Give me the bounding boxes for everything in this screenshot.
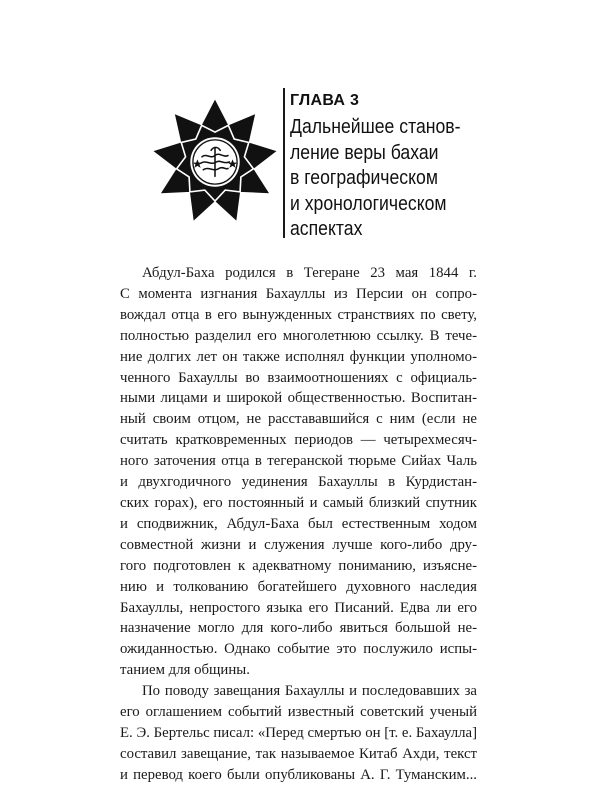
paragraph-2 (120, 681, 477, 786)
chapter-title-line: и хронологическом (290, 191, 447, 215)
text-line: считать кратковременных периодов — четырехмесяч- (120, 432, 477, 449)
text-line: ными лицами и широкой общественностью. Воспитан- (120, 390, 477, 407)
text-line: ожиданностью. Однако событие это послужило испы- (120, 641, 477, 658)
paragraph-1 (120, 263, 477, 681)
text-line: гого подготовлен к адекватному пониманию, изъясне- (120, 557, 477, 574)
text-line: танием для общины. (120, 662, 250, 679)
text-line: ских горах), его постоянный и самый близкий спутник (120, 494, 477, 511)
text-line: С момента изгнания Бахауллы из Персии он сопро- (120, 285, 477, 302)
text-line: составил завещание, так называемое Китаб Ахди, текст (120, 745, 477, 762)
chapter-title (290, 114, 462, 242)
chapter-title-line: аспектах (290, 217, 363, 240)
text-line: Е. Э. Бертельс писал: «Перед смертью он [т. е. Бахаулла] (120, 724, 477, 741)
chapter-title-line: ление веры бахаи (290, 140, 439, 164)
text-line: По поводу завещания Бахауллы и последовавших за (142, 683, 477, 700)
text-line: назначение могло для кого-либо явиться большой не- (120, 620, 477, 637)
chapter-label: ГЛАВА 3 (290, 92, 360, 109)
text-line: и перевод коего были опубликованы А. Г. Туманским... (120, 766, 477, 783)
body-text (120, 263, 477, 786)
text-line: ченного Бахауллы во взаимоотношениях с официаль- (120, 369, 477, 386)
text-line: ние долгих лет он также исполнял функции уполномо- (120, 348, 477, 365)
text-line: ного заточения отца в тегеранской тюрьме Сийах Чаль (120, 453, 477, 470)
chapter-title-line: Дальнейшее станов- (290, 115, 461, 138)
text-line: Бахауллы, непростого языка его Писаний. Едва ли его (120, 599, 477, 616)
text-line: Абдул-Баха родился в Тегеране 23 мая 1844 г. (142, 265, 477, 281)
text-line: нию и толкованию богатейшего духовного наследия (120, 578, 477, 595)
nine-pointed-star-emblem-icon (150, 92, 280, 232)
text-line: и двухгодичного уединения Бахауллы в Курдистан- (120, 474, 477, 491)
text-line: его оглашением событий известный советский ученый (120, 704, 477, 721)
chapter-title-line: в географическом (290, 166, 438, 189)
text-line: полностью разделил его многолетнюю ссылку. В тече- (120, 327, 477, 344)
text-line: вождал отца в его вынужденных странствиях по свету, (120, 306, 477, 323)
text-line: совместной жизни и служения лучше кого-либо дру- (120, 536, 477, 553)
title-divider (283, 88, 285, 238)
text-line: ный своим отцом, не расстававшийся с ним (если не (120, 411, 477, 428)
text-line: и сподвижник, Абдул-Баха был естественным ходом (120, 515, 477, 532)
